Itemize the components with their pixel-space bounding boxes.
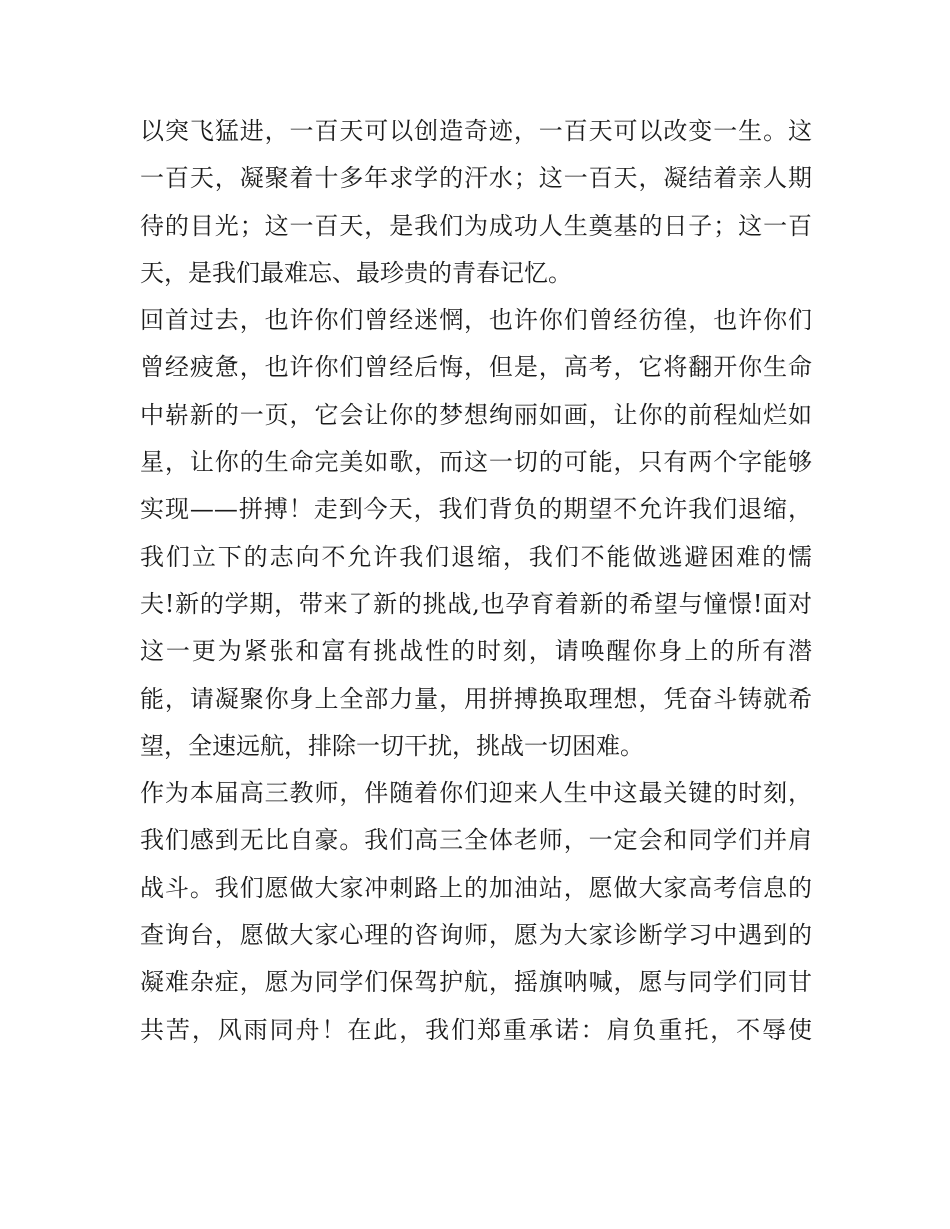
- text-line: 夫!新的学期，带来了新的挑战,也孕育着新的希望与憧憬!面对: [140, 589, 812, 618]
- text-line: 中崭新的一页，它会让你的梦想绚丽如画，让你的前程灿烂如: [140, 400, 812, 429]
- text-line: 以突飞猛进，一百天可以创造奇迹，一百天可以改变一生。这: [140, 117, 812, 145]
- text-line: 战斗。我们愿做大家冲刺路上的加油站，愿做大家高考信息的: [140, 873, 812, 902]
- text-line: 天，是我们最难忘、最珍贵的青春记忆。: [140, 258, 572, 287]
- text-line: 共苦，风雨同舟！在此，我们郑重承诺：肩负重托，不辱使: [140, 1015, 812, 1044]
- text-line: 曾经疲惫，也许你们曾经后悔，但是，高考，它将翻开你生命: [140, 353, 812, 382]
- text-line: 实现——拼搏！走到今天，我们背负的期望不允许我们退缩，: [140, 495, 812, 524]
- text-line: 星，让你的生命完美如歌，而这一切的可能，只有两个字能够: [140, 448, 812, 477]
- body-text: [140, 108, 812, 1054]
- text-line: 作为本届高三教师，伴随着你们迎来人生中这最关键的时刻，: [140, 779, 812, 808]
- text-line: 这一更为紧张和富有挑战性的时刻，请唤醒你身上的所有潜: [140, 637, 812, 666]
- text-line: 一百天，凝聚着十多年求学的汗水；这一百天，凝结着亲人期: [140, 164, 812, 193]
- text-line: 我们立下的志向不允许我们退缩，我们不能做逃避困难的懦: [140, 542, 812, 571]
- text-line: 望，全速远航，排除一切干扰，挑战一切困难。: [140, 731, 644, 760]
- text-line: 待的目光；这一百天，是我们为成功人生奠基的日子；这一百: [140, 211, 812, 240]
- text-line: 能，请凝聚你身上全部力量，用拼搏换取理想，凭奋斗铸就希: [140, 684, 812, 713]
- text-line: 回首过去，也许你们曾经迷惘，也许你们曾经彷徨，也许你们: [140, 306, 812, 335]
- text-line: 凝难杂症，愿为同学们保驾护航，摇旗呐喊，愿与同学们同甘: [140, 968, 812, 997]
- text-line: 查询台，愿做大家心理的咨询师，愿为大家诊断学习中遇到的: [140, 921, 812, 950]
- text-line: 我们感到无比自豪。我们高三全体老师，一定会和同学们并肩: [140, 826, 812, 855]
